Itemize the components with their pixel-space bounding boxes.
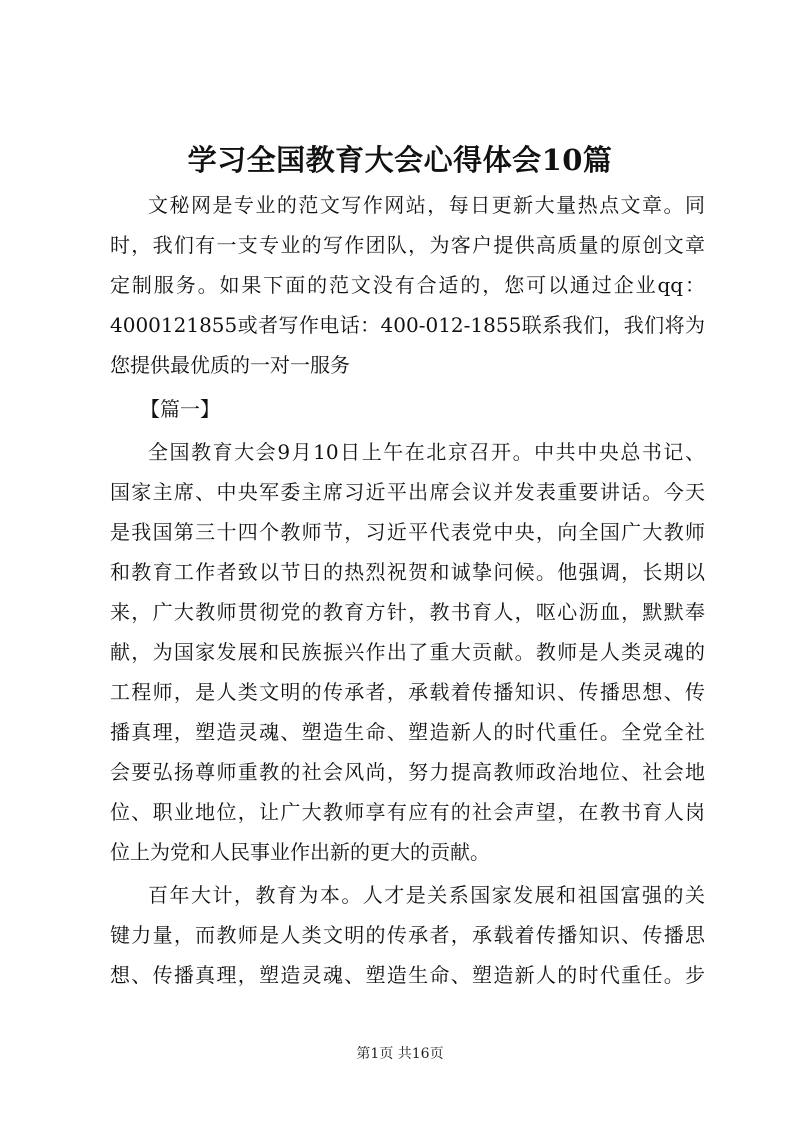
section-heading: 【篇一】 (140, 397, 220, 421)
paragraph-line: 会要弘扬尊师重教的社会风尚，努力提高教师政治地位、社会地 (110, 760, 705, 784)
document-title: 学习全国教育大会心得体会10篇 (187, 143, 613, 177)
page-number: 第1页 共16页 (356, 1046, 444, 1062)
paragraph-line: 位、职业地位，让广大教师享有应有的社会声望，在教书育人岗 (110, 800, 705, 824)
intro-line: 文秘网是专业的范文写作网站，每日更新大量热点文章。同 (148, 193, 705, 217)
intro-line: 4000121855或者写作电话：400-012-1855联系我们，我们将为 (110, 313, 705, 337)
paragraph-line: 是我国第三十四个教师节，习近平代表党中央，向全国广大教师 (110, 520, 705, 544)
paragraph-line: 播真理，塑造灵魂、塑造生命、塑造新人的时代重任。全党全社 (110, 720, 705, 744)
intro-line: 您提供最优质的一对一服务 (110, 353, 350, 377)
paragraph-line: 全国教育大会9月10日上午在北京召开。中共中央总书记、 (148, 440, 705, 464)
intro-line: 时，我们有一支专业的写作团队，为客户提供高质量的原创文章 (110, 233, 705, 257)
paragraph-line: 键力量，而教师是人类文明的传承者，承载着传播知识、传播思 (110, 923, 705, 947)
paragraph-line: 来，广大教师贯彻党的教育方针，教书育人，呕心沥血，默默奉 (110, 600, 705, 624)
paragraph-line: 想、传播真理，塑造灵魂、塑造生命、塑造新人的时代重任。步 (110, 963, 705, 987)
paragraph-line: 位上为党和人民事业作出新的更大的贡献。 (110, 840, 490, 864)
paragraph-line: 百年大计，教育为本。人才是关系国家发展和祖国富强的关 (148, 883, 705, 907)
paragraph-line: 工程师，是人类文明的传承者，承载着传播知识、传播思想、传 (110, 680, 705, 704)
paragraph-line: 和教育工作者致以节日的热烈祝贺和诚挚问候。他强调，长期以 (110, 560, 705, 584)
intro-line: 定制服务。如果下面的范文没有合适的，您可以通过企业qq： (110, 273, 705, 297)
paragraph-line: 国家主席、中央军委主席习近平出席会议并发表重要讲话。今天 (110, 480, 705, 504)
paragraph-line: 献，为国家发展和民族振兴作出了重大贡献。教师是人类灵魂的 (110, 640, 705, 664)
